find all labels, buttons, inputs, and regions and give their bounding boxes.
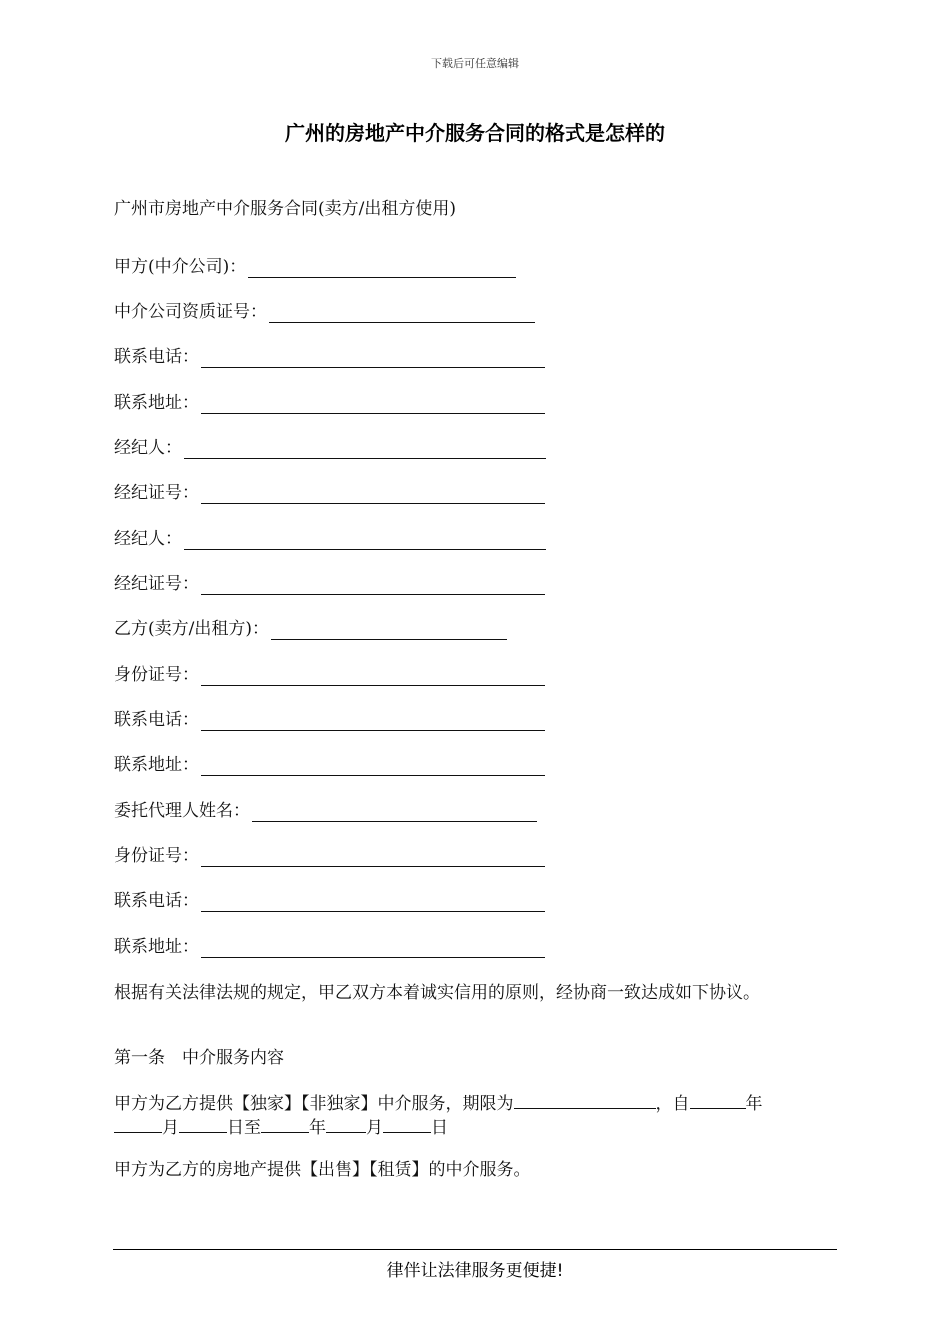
article-heading: 第一条 中介服务内容 [114, 1048, 284, 1068]
field-proxy-name [114, 800, 537, 822]
service-term-paragraph [114, 1091, 836, 1139]
field-blank[interactable] [201, 757, 545, 776]
field-blank[interactable] [201, 349, 545, 368]
field-agent-1 [114, 437, 546, 459]
field-blank[interactable] [201, 848, 545, 867]
field-blank[interactable] [201, 485, 545, 504]
field-proxy-address [114, 936, 545, 958]
field-label: 中介公司资质证号： [114, 302, 267, 322]
term-text: 日至 [227, 1118, 261, 1138]
field-label: 甲方(中介公司)： [114, 257, 247, 277]
field-blank[interactable] [201, 667, 545, 686]
field-label: 联系地址： [114, 755, 199, 775]
term-text: 月 [162, 1118, 179, 1138]
field-label: 经纪人： [114, 529, 182, 549]
field-blank[interactable] [201, 939, 545, 958]
field-agent-license-1 [114, 482, 545, 504]
field-label: 联系地址： [114, 937, 199, 957]
start-month-blank[interactable] [114, 1115, 162, 1133]
field-blank[interactable] [201, 893, 545, 912]
field-agent-license-2 [114, 573, 545, 595]
field-label: 乙方(卖方/出租方)： [114, 619, 269, 639]
field-proxy-phone [114, 890, 545, 912]
term-text: 日 [431, 1118, 448, 1138]
field-label: 身份证号： [114, 846, 199, 866]
start-year-blank[interactable] [690, 1091, 746, 1109]
term-text: 月 [366, 1118, 383, 1138]
term-duration-blank[interactable] [514, 1091, 656, 1109]
field-agency-license [114, 301, 535, 323]
field-blank[interactable] [201, 576, 545, 595]
field-label: 联系电话： [114, 710, 199, 730]
field-a-phone [114, 346, 545, 368]
field-a-address [114, 392, 545, 414]
field-label: 经纪人： [114, 438, 182, 458]
intro-paragraph: 根据有关法律法规的规定，甲乙双方本着诚实信用的原则，经协商一致达成如下协议。 [114, 983, 760, 1003]
field-party-b [114, 618, 507, 640]
field-b-phone [114, 709, 545, 731]
field-blank[interactable] [184, 531, 546, 550]
field-b-address [114, 754, 545, 776]
term-text: 年 [309, 1118, 326, 1138]
term-text: 甲方为乙方提供【独家】【非独家】中介服务，期限为 [114, 1094, 514, 1114]
field-blank[interactable] [252, 803, 537, 822]
field-label: 经纪证号： [114, 483, 199, 503]
field-proxy-id [114, 845, 545, 867]
field-blank[interactable] [201, 712, 545, 731]
footer-slogan: 律伴让法律服务更便捷! [386, 1261, 564, 1281]
field-party-a [114, 256, 516, 278]
field-b-id [114, 664, 545, 686]
footer-divider [113, 1249, 837, 1250]
field-label: 经纪证号： [114, 574, 199, 594]
field-blank[interactable] [201, 395, 545, 414]
field-blank[interactable] [184, 440, 546, 459]
end-day-blank[interactable] [383, 1115, 431, 1133]
field-label: 联系地址： [114, 393, 199, 413]
contract-subtitle: 广州市房地产中介服务合同(卖方/出租方使用) [114, 199, 456, 219]
term-text: 年 [745, 1094, 763, 1114]
field-label: 联系电话： [114, 891, 199, 911]
end-month-blank[interactable] [326, 1115, 366, 1133]
service-scope-paragraph: 甲方为乙方的房地产提供【出售】【租赁】的中介服务。 [114, 1160, 531, 1180]
field-agent-2 [114, 528, 546, 550]
start-day-blank[interactable] [179, 1115, 227, 1133]
document-title: 广州的房地产中介服务合同的格式是怎样的 [285, 121, 665, 145]
field-label: 委托代理人姓名： [114, 801, 250, 821]
field-blank[interactable] [271, 621, 507, 640]
term-text: ，自 [655, 1094, 690, 1114]
field-blank[interactable] [269, 304, 535, 323]
field-label: 联系电话： [114, 347, 199, 367]
field-label: 身份证号： [114, 665, 199, 685]
field-blank[interactable] [248, 259, 516, 278]
header-note: 下载后可任意编辑 [431, 57, 519, 70]
end-year-blank[interactable] [261, 1115, 309, 1133]
